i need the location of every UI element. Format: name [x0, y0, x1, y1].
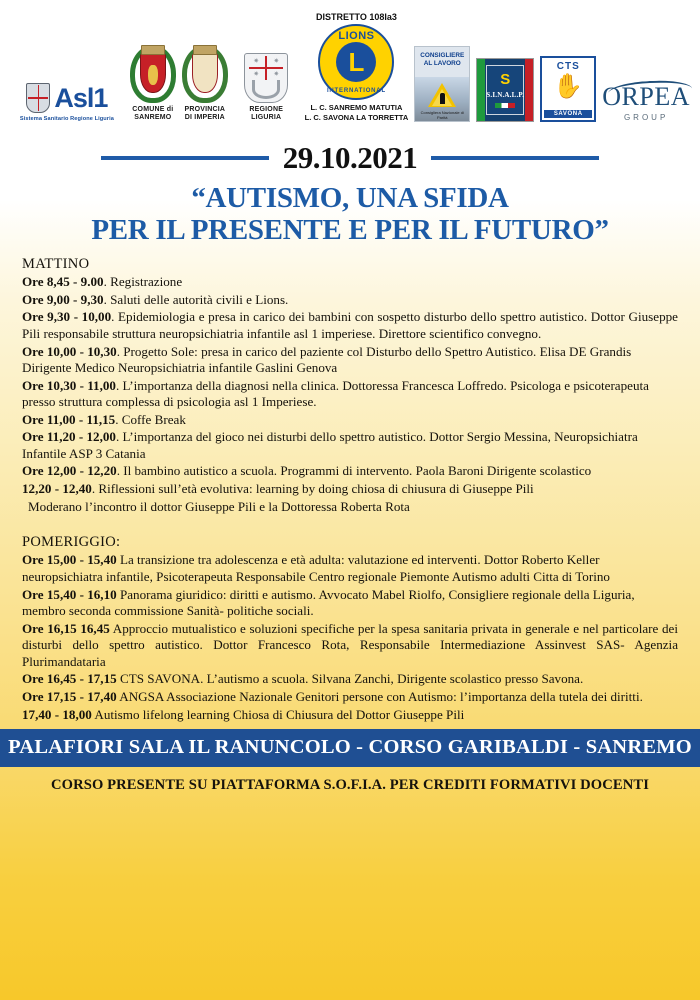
program-entry	[22, 274, 678, 291]
moderators-line: Moderano l’incontro il dottor Giuseppe Pili e la Dottoressa Roberta Rota	[28, 498, 410, 514]
entry-time: Ore 15,00 - 15,40	[22, 552, 117, 568]
liguria-shield-icon	[26, 83, 50, 113]
event-date: 29.10.2021	[282, 140, 418, 175]
program-entry	[22, 429, 678, 462]
program-entry	[22, 671, 678, 688]
consigliere-line-1: CONSIGLIERE	[420, 52, 465, 59]
cts-footer: SAVONA	[544, 110, 592, 118]
entry-time: Ore 15,40 - 16,10	[22, 586, 117, 602]
sinalp-letter: S	[500, 71, 511, 88]
program-entry	[22, 689, 678, 706]
program	[0, 247, 700, 723]
logo-regione-liguria	[234, 53, 299, 122]
orpea-word: ORPEA	[602, 82, 690, 111]
entry-time: Ore 11,00 - 11,15	[22, 411, 116, 427]
entry-time: Ore 16,45 - 17,15	[22, 671, 117, 687]
entry-time: Ore 9,30 - 10,00	[22, 309, 112, 325]
entry-time: Ore 10,30 - 11,00	[22, 377, 116, 393]
lions-international-label: INTERNATIONAL	[326, 88, 386, 95]
logo-consigliere-al-lavoro	[414, 46, 470, 122]
sinalp-emblem-icon	[476, 58, 534, 122]
cts-emblem-icon	[540, 56, 596, 122]
entry-text: ANGSA Associazione Nazionale Genitori persone con Autismo: l’importanza della tutela dei diritti.	[116, 688, 643, 704]
entry-text: Autismo lifelong learning Chiosa di Chiusura del Dottor Giuseppe Pili	[91, 706, 465, 722]
program-entry	[22, 587, 678, 620]
entry-text: . Epidemiologia e presa in carico dei bambini con sospetto disturbo dello spettro autistico. Dottor Giuseppe Pili responsabile struttura neuropsichiatria infantile asl 1 imperiese. Direttore scientifico convegno.	[22, 309, 678, 341]
logo-lions-club	[305, 12, 409, 122]
entry-text: Panorama giuridico: diritti e autismo. Avvocato Mabel Riolfo, Consigliere regionale della Liguria, membro seconda commissione Sanità- politiche sociali.	[22, 586, 635, 619]
entry-time: Ore 12,00 - 12,20	[22, 463, 117, 479]
program-entry	[22, 292, 678, 309]
entry-text: CTS SAVONA. L’autismo a scuola. Silvana Zanchi, Dirigente scolastico presso Savona.	[116, 671, 584, 687]
page-title	[0, 182, 700, 247]
sofia-credits-line: CORSO PRESENTE SU PIATTAFORMA S.O.F.I.A. PER CREDITI FORMATIVI DOCENTI	[51, 777, 649, 794]
venue-banner: PALAFIORI SALA IL RANUNCOLO - CORSO GARIBALDI - SANREMO	[0, 729, 700, 767]
entry-text: . Registrazione	[103, 274, 183, 290]
logo-cts-savona	[540, 56, 596, 122]
entry-time: Ore 9,00 - 9,30	[22, 291, 104, 307]
program-entry	[22, 481, 678, 498]
consigliere-footer: Consiglierа Nazionale di Parità	[420, 110, 464, 120]
program-entry	[22, 378, 678, 411]
entry-time: Ore 17,15 - 17,40	[22, 688, 117, 704]
title-line-1: “AUTISMO, UNA SFIDA	[191, 182, 509, 214]
morning-heading: MATTINO	[22, 255, 90, 272]
logo-provincia-di-imperia	[182, 45, 228, 122]
person-pictogram-icon	[440, 93, 445, 104]
lions-district-label: DISTRETTO 108Ia3	[316, 12, 397, 23]
lions-letter: L	[336, 42, 376, 82]
asl1-subtitle: Sistema Sanitario Regione Liguria	[19, 116, 114, 122]
provincia-crest-icon	[182, 45, 228, 103]
afternoon-heading: POMERIGGIO:	[22, 534, 121, 551]
italy-flag-icon	[495, 103, 515, 108]
program-entry	[22, 707, 678, 724]
orpea-wordmark	[602, 84, 690, 110]
entry-time: 12,20 - 12,40	[22, 481, 92, 497]
entry-text: . Progetto Sole: presa in carico del paziente col Disturbo dello Spettro Autistico. Elisa DE Grandis Dirigente Medico Neuropsichiatria infantile Gaslini Genova	[22, 343, 632, 376]
program-entry	[22, 344, 678, 377]
entry-time: Ore 16,15 16,45	[22, 620, 110, 636]
sinalp-wordmark: S.I.N.A.L.P.	[486, 91, 525, 99]
lions-clubs-label	[305, 103, 409, 122]
program-entry	[22, 621, 678, 671]
entry-text: . Saluti delle autorità civili e Lions.	[103, 291, 289, 307]
sponsor-logo-bar	[0, 0, 700, 128]
lions-club-1: L. C. SANREMO MATUTIA	[310, 103, 403, 113]
program-entry	[22, 463, 678, 480]
entry-text: Approccio mutualistico e soluzioni specifiche per la spesa sanitaria privata in generale e nel particolare dei disturbi dello spettro autistico. Dottor Francesco Rota, Responsabile Intermediazione Assinvest SAS- Agenzia Plurimandataria	[22, 620, 678, 669]
program-entry	[22, 552, 678, 585]
regione-liguria-shield-icon: ✷ ✷ ✷ ✷	[244, 53, 288, 103]
comune-label: COMUNE di SANREMO	[132, 105, 174, 121]
entry-text: . Riflessioni sull’età evolutiva: learning by doing chiosa di chiusura di Giuseppe Pili	[91, 481, 534, 497]
entry-text: . L’importanza del gioco nei disturbi dello spettro autistico. Dottor Sergio Messina, Neuropsichiatra Infantile ASP 3 Catania	[22, 429, 638, 461]
logo-asl1	[10, 83, 124, 122]
entry-time: Ore 10,00 - 10,30	[22, 343, 117, 359]
consigliere-poster-icon	[414, 46, 470, 122]
entry-time: Ore 8,45 - 9.00	[22, 274, 104, 290]
lions-wordmark: LIONS	[338, 30, 375, 43]
asl1-wordmark: Asl1	[54, 82, 108, 113]
logo-comune-di-sanremo	[130, 45, 176, 122]
provincia-label: PROVINCIA DI IMPERIA	[184, 105, 226, 121]
cts-header: CTS	[556, 61, 580, 72]
logo-sinalp	[476, 58, 534, 122]
rule-left	[101, 156, 269, 160]
entry-text: . Il bambino autistico a scuola. Programmi di intervento. Paola Baroni Dirigente scolastico	[116, 463, 592, 479]
program-entry	[22, 309, 678, 342]
entry-text: . L’importanza della diagnosi nella clinica. Dottoressa Francesca Loffredo. Psicologa e psicoterapeuta presso struttura complessa di psicologia asl 1 Imperiese.	[22, 377, 649, 410]
regione-liguria-label: REGIONE LIGURIA	[249, 105, 284, 121]
entry-text: . Coffe Break	[115, 411, 186, 427]
title-line-2: PER IL PRESENTE E PER IL FUTURO”	[91, 214, 609, 247]
helping-hands-icon: ✋	[553, 74, 584, 100]
consigliere-line-2: AL LAVORO	[423, 59, 461, 67]
program-entry	[22, 412, 678, 429]
date-row	[0, 128, 700, 176]
entry-text: La transizione tra adolescenza e età adulta: valutazione ed interventi. Dottor Roberto Keller neuropsichiatra infantile, Psicoterapeuta Responsabile Centro regionale Piemonte Autismo adulti Citta di Torino	[22, 552, 610, 585]
lions-club-2: L. C. SAVONA LA TORRETTA	[304, 112, 409, 122]
entry-time: 17,40 - 18,00	[22, 706, 92, 722]
rule-right	[431, 156, 599, 160]
logo-orpea-group	[602, 84, 690, 122]
orpea-subtitle: GROUP	[623, 113, 669, 122]
section-spacer	[22, 516, 678, 533]
entry-time: Ore 11,20 - 12,00	[22, 429, 116, 445]
comune-crest-icon	[130, 45, 176, 103]
lions-emblem-icon	[318, 24, 394, 100]
